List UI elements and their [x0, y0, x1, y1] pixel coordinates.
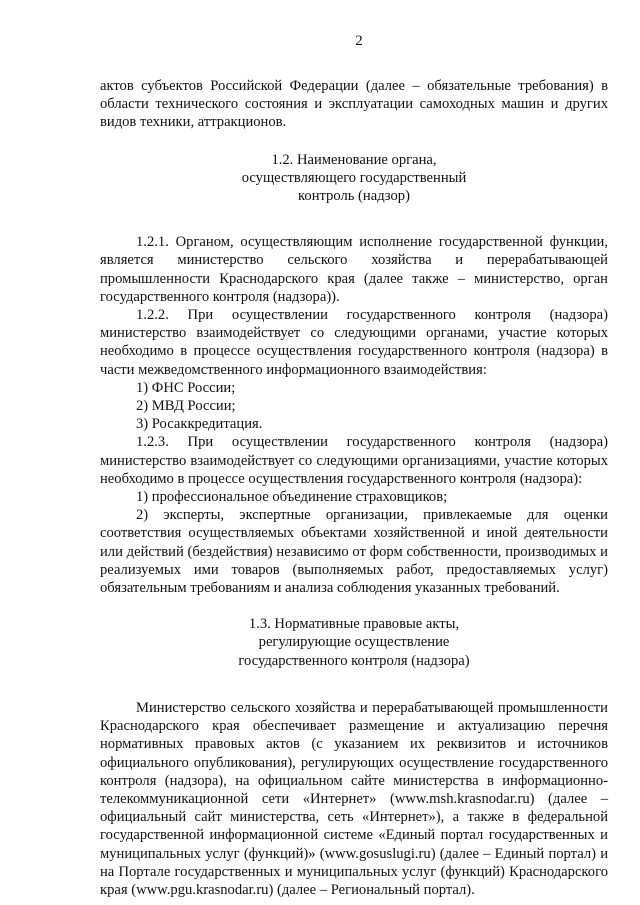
section-heading-line: 1.3. Нормативные правовые акты,: [248, 616, 460, 633]
paragraph-1-2-2: 1.2.2. При осуществлении государственного контроля (надзора) министерство взаимодействует со следующими органами, участие которых необходимо в процессе осуществления государственного контроля (надзора) в части межведомственного информационного взаимодействия:: [100, 307, 608, 378]
list-item: 2) МВД России;: [136, 398, 236, 415]
list-item: 1) профессиональное объединение страховщиков;: [136, 489, 448, 506]
section-1-3-heading: [100, 615, 608, 670]
intro-paragraph: актов субъектов Российской Федерации (далее – обязательные требования) в области технического состояния и эксплуатации самоходных машин и других видов техники, аттракционов.: [100, 78, 608, 131]
paragraph-1-3: Министерство сельского хозяйства и перерабатывающей промышленности Краснодарского края обеспечивает размещение и актуализацию перечня нормативных правовых актов (с указанием их реквизитов и источников официального опубликования), регулирующих осуществление государственного контроля (надзора), на официальном сайте министерства в информационно-телекоммуникационной сети «Интернет» (www.msh.krasnodar.ru) (далее – официальный сайт министерства, сеть «Интернет»), а также в федеральной государственной информационной системе «Единый портал государственных и муниципальных услуг (функций)» (www.gosuslugi.ru) (далее – Единый портал) и на Портале государственных и муниципальных услуг (функций) Краснодарского края (www.pgu.krasnodar.ru) (далее – Региональный портал).: [100, 699, 608, 898]
section-heading-line: регулирующие осуществление: [258, 634, 450, 651]
section-1-3-body: [100, 699, 608, 899]
section-1-2-heading: [100, 151, 608, 206]
paragraph-1-2-3: 1.2.3. При осуществлении государственного контроля (надзора) министерство взаимодействует со следующими организациями, участие которых необходимо в процессе осуществления государственного контроля (надзора):: [100, 434, 608, 487]
section-heading-line: осуществляющего государственный: [241, 169, 467, 186]
section-heading-line: 1.2. Наименование органа,: [271, 151, 437, 168]
page-number: 2: [355, 33, 363, 49]
section-heading-line: контроль (надзор): [298, 188, 410, 205]
section-heading-line: государственного контроля (надзора): [238, 652, 470, 669]
paragraph-1-2-1: 1.2.1. Органом, осуществляющим исполнение государственной функции, является министерство сельского хозяйства и перерабатывающей промышленности Краснодарского края (далее также – министерство, орган государственного контроля (надзора)).: [100, 234, 608, 305]
list-item: 3) Росаккредитация.: [136, 416, 263, 433]
section-1-2-body: [100, 233, 608, 597]
list-item: 1) ФНС России;: [136, 379, 236, 396]
list-item-paragraph: 2) эксперты, экспертные организации, привлекаемые для оценки соответствия осуществляемых объектами хозяйственной и иной деятельности или действий (бездействия) независимо от форм собственности, производимых и реализуемых ими товаров (выполняемых работ, предоставляемых услуг) обязательным требованиям и анализа соблюдения указанных требований.: [100, 507, 608, 597]
